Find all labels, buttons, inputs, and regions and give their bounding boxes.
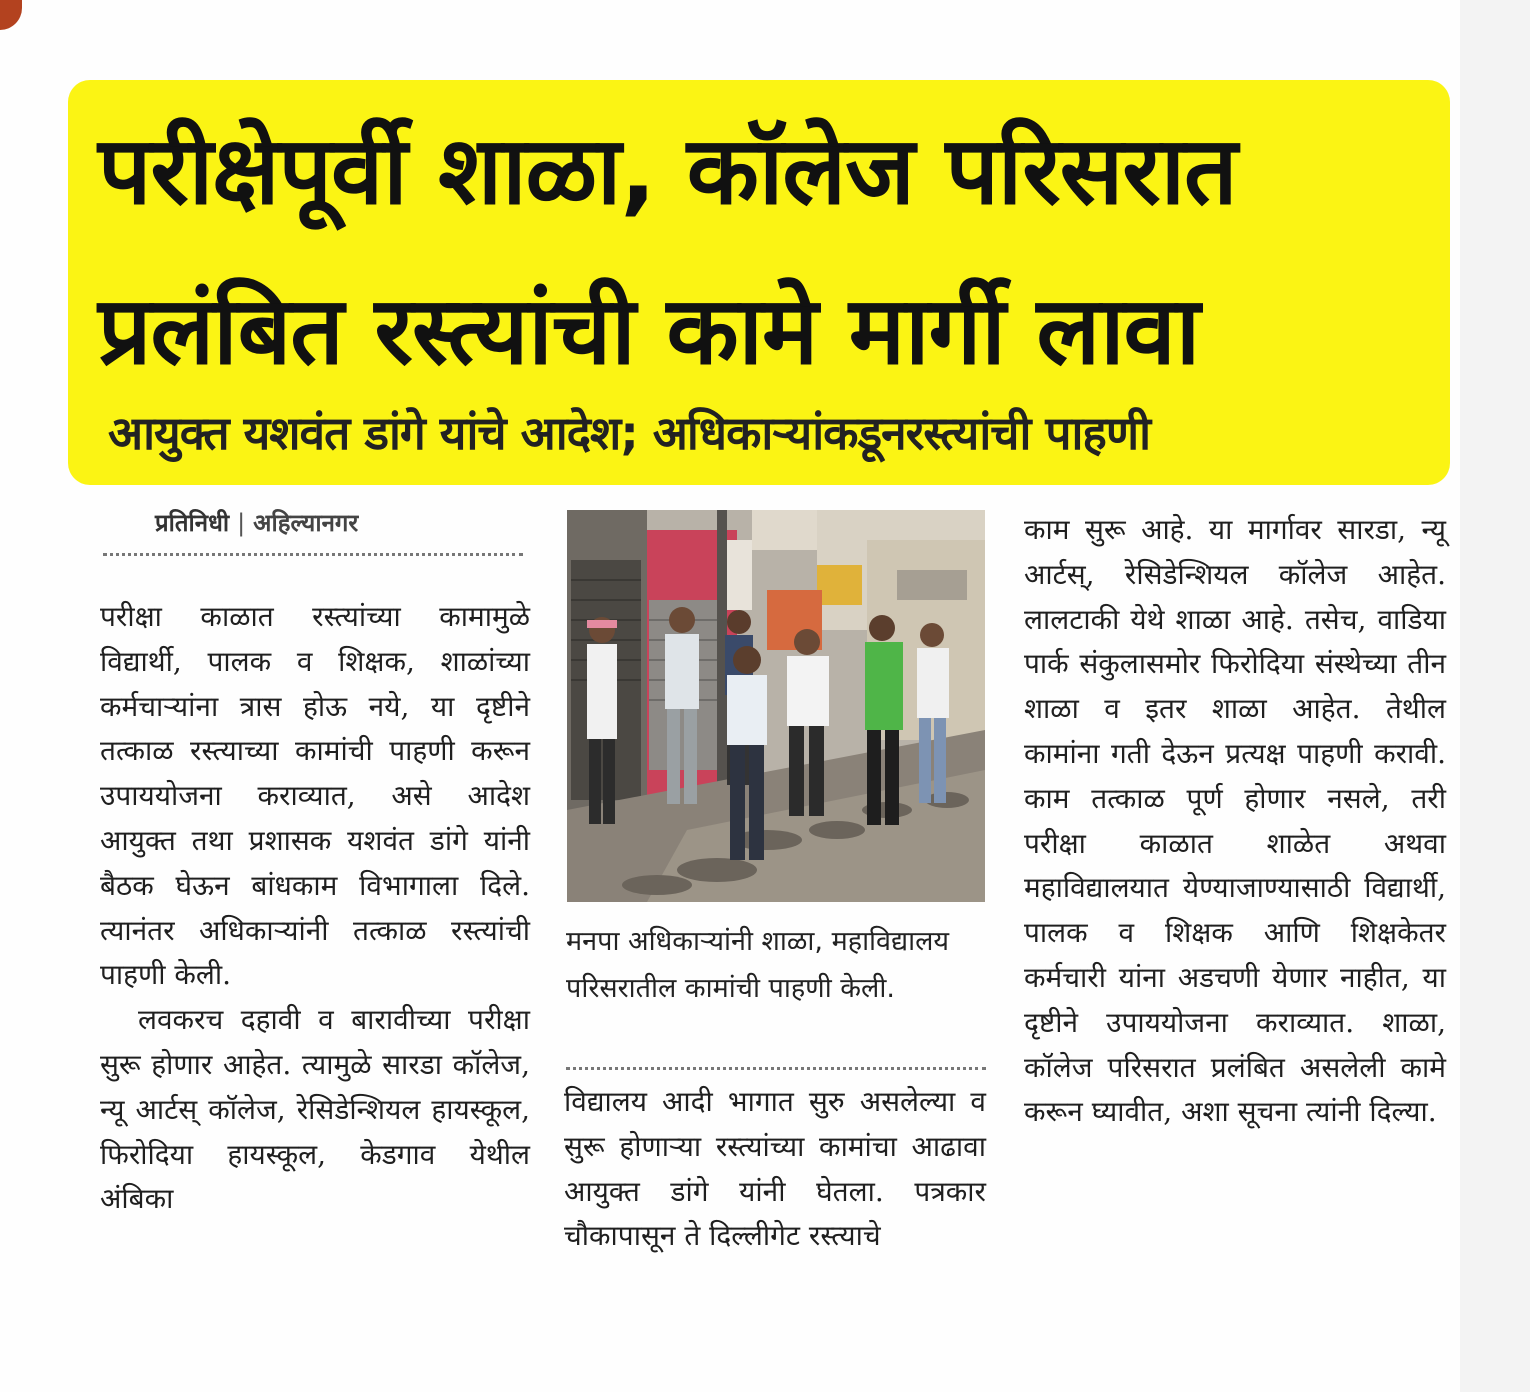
byline-divider	[103, 553, 523, 556]
headline-banner	[68, 80, 1450, 485]
photo-caption: मनपा अधिकाऱ्यांनी शाळा, महाविद्यालय परिसरातील कामांची पाहणी केली.	[566, 926, 950, 1004]
byline-place: अहिल्यानगर	[253, 509, 359, 537]
headline-line-2: प्रलंबित रस्त्यांची कामे मार्गी लावा	[98, 277, 1200, 386]
paragraph-3: विद्यालय आदी भागात सुरु असलेल्या व सुरू होणाऱ्या रस्त्यांच्या कामांचा आढावा आयुक्त डांगे यांनी घेतला. पत्रकार चौकापासून ते दिल्लीगेट रस्त्याचे	[564, 1085, 986, 1253]
article-photo	[567, 510, 985, 902]
paragraph-4: काम सुरू आहे. या मार्गावर सारडा, न्यू आर्टस्, रेसिडेन्शियल कॉलेज आहेत. लालटाकी येथे शाळा आहे. तसेच, वाडिया पार्क संकुलासमोर फिरोदिया संस्थेच्या तीन शाळा व इतर शाळा आहेत. तेथील कामांना गती देऊन प्रत्यक्ष पाहणी करावी. काम तत्काळ पूर्ण होणार नसले, तरी परीक्षा काळात शाळेत अथवा महाविद्यालयात येण्याजाण्यासाठी विद्यार्थी, पालक व शिक्षक आणि शिक्षकेतर कर्मचारी यांना अडचणी येणार नाहीत, या दृष्टीने उपाययोजना कराव्यात. शाळा, कॉलेज परिसरात प्रलंबित असलेली कामे करून घ्यावीत, अशा सूचना त्यांनी दिल्या.	[1024, 513, 1446, 1129]
article-column-left	[100, 595, 530, 1222]
street-inspection-photo	[567, 510, 985, 902]
page-edge	[1460, 0, 1530, 1392]
subheadline: आयुक्त यशवंत डांगे यांचे आदेश; अधिकाऱ्यांकडूनरस्त्यांची पाहणी	[108, 406, 1151, 460]
paragraph-1: परीक्षा काळात रस्त्यांच्या कामामुळे विद्यार्थी, पालक व शिक्षक, शाळांच्या कर्मचाऱ्यांना त्रास होऊ नये, या दृष्टीने तत्काळ रस्त्याच्या कामांची पाहणी करून उपाययोजना कराव्यात, असे आदेश आयुक्त तथा प्रशासक यशवंत डांगे यांनी बैठक घेऊन बांधकाम विभागाला दिले. त्यानंतर अधिकाऱ्यांनी तत्काळ रस्त्यांची पाहणी केली.	[100, 600, 530, 992]
paragraph-2: लवकरच दहावी व बारावीच्या परीक्षा सुरू होणार आहेत. त्यामुळे सारडा कॉलेज, न्यू आर्टस् कॉलेज, रेसिडेन्शियल हायस्कूल, फिरोदिया हायस्कूल, केडगाव येथील अंबिका	[100, 1003, 530, 1216]
byline-separator: |	[237, 509, 246, 537]
article-column-middle	[564, 1080, 986, 1259]
byline	[155, 505, 358, 541]
caption-divider	[566, 1067, 986, 1070]
article-column-right	[1024, 508, 1446, 1135]
headline-line-1: परीक्षेपूर्वी शाळा, कॉलेज परिसरात	[98, 117, 1237, 226]
byline-reporter: प्रतिनिधी	[155, 509, 230, 537]
corner-accent	[0, 0, 22, 30]
